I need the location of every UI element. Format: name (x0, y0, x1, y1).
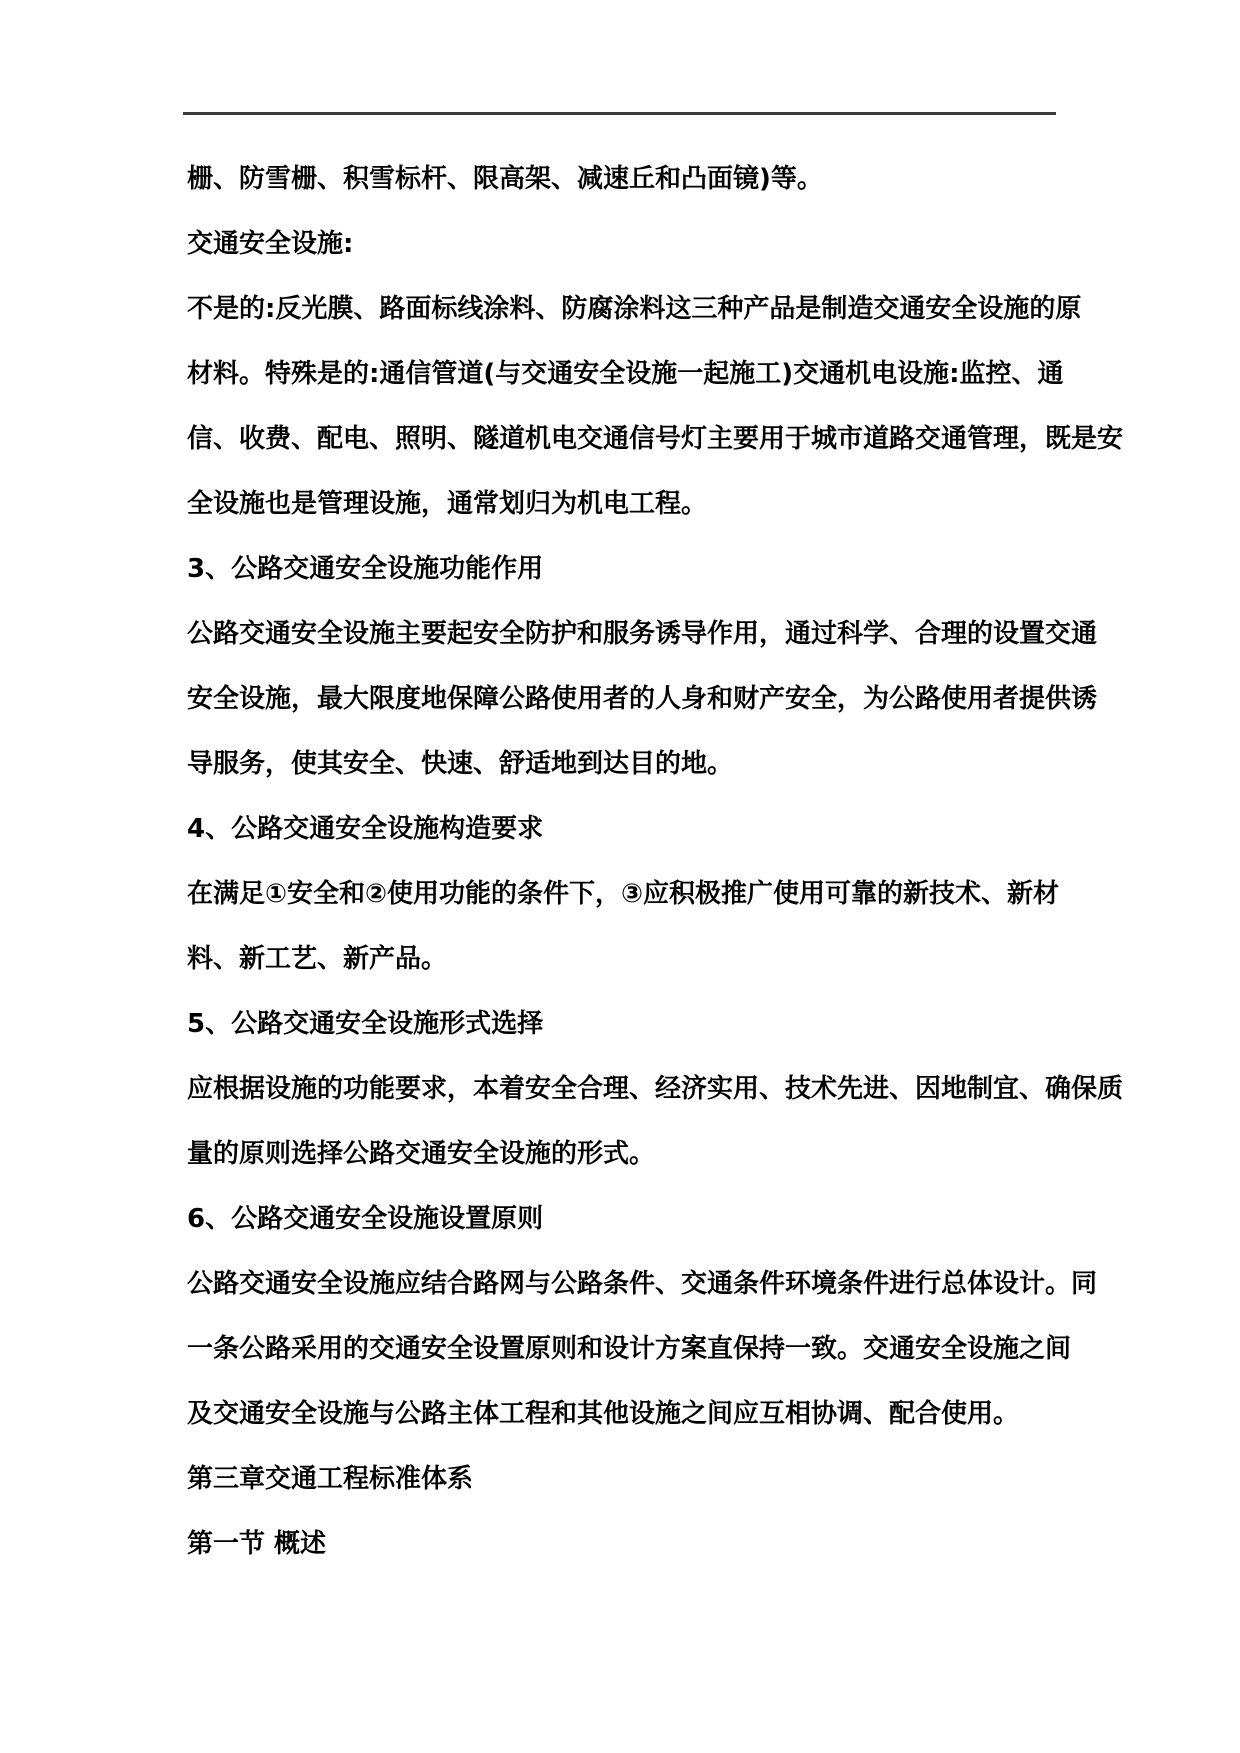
paragraph-line: 导服务，使其安全、快速、舒适地到达目的地。 (187, 749, 734, 779)
paragraph-line: 全设施也是管理设施，通常划归为机电工程。 (187, 489, 708, 519)
paragraph-line: 及交通安全设施与公路主体工程和其他设施之间应互相协调、配合使用。 (187, 1399, 1020, 1429)
paragraph-line: 应根据设施的功能要求，本着安全合理、经济实用、技术先进、因地制宜、确保质 (187, 1074, 1124, 1104)
header-separator-rule (183, 112, 1056, 115)
chapter-heading: 第三章交通工程标准体系 (187, 1464, 474, 1494)
paragraph-line: 一条公路采用的交通安全设置原则和设计方案直保持一致。交通安全设施之间 (187, 1334, 1072, 1364)
paragraph-line: 公路交通安全设施主要起安全防护和服务诱导作用，通过科学、合理的设置交通 (187, 619, 1098, 649)
paragraph-line: 在满足①安全和②使用功能的条件下，③应积极推广使用可靠的新技术、新材 (187, 879, 1060, 909)
paragraph-line: 材料。特殊是的:通信管道(与交通安全设施一起施工)交通机电设施:监控、通 (187, 359, 1064, 389)
paragraph-line: 信、收费、配电、照明、隧道机电交通信号灯主要用于城市道路交通管理，既是安 (187, 424, 1124, 454)
paragraph-line: 公路交通安全设施应结合路网与公路条件、交通条件环境条件进行总体设计。同 (187, 1269, 1098, 1299)
paragraph-line: 交通安全设施: (187, 229, 354, 259)
numbered-heading-6: 6、公路交通安全设施设置原则 (187, 1204, 544, 1234)
paragraph-line: 料、新工艺、新产品。 (187, 944, 448, 974)
paragraph-line: 栅、防雪栅、积雪标杆、限高架、减速丘和凸面镜)等。 (187, 164, 823, 194)
numbered-heading-5: 5、公路交通安全设施形式选择 (187, 1009, 544, 1039)
paragraph-line: 量的原则选择公路交通安全设施的形式。 (187, 1139, 656, 1169)
paragraph-line: 安全设施，最大限度地保障公路使用者的人身和财产安全，为公路使用者提供诱 (187, 684, 1098, 714)
section-heading: 第一节 概述 (187, 1529, 327, 1559)
paragraph-line: 不是的:反光膜、路面标线涂料、防腐涂料这三种产品是制造交通安全设施的原 (187, 294, 1082, 324)
numbered-heading-4: 4、公路交通安全设施构造要求 (187, 814, 544, 844)
document-body (187, 147, 1124, 1577)
numbered-heading-3: 3、公路交通安全设施功能作用 (187, 554, 544, 584)
